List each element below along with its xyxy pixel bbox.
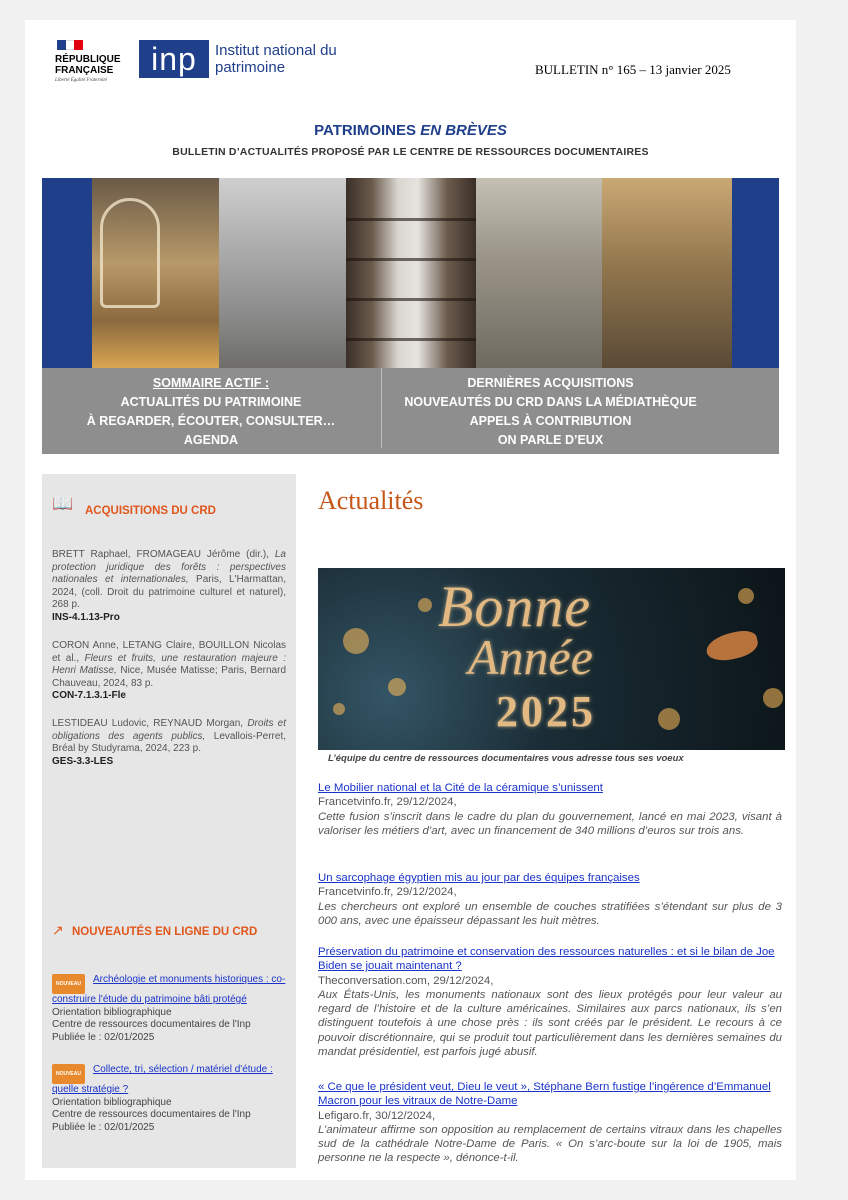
online-item-type: Orientation bibliographique: [52, 1006, 172, 1018]
bulletin-reference: BULLETIN n° 165 – 13 janvier 2025: [535, 62, 731, 77]
nav-link-regarder[interactable]: À REGARDER, ÉCOUTER, CONSULTER…: [86, 414, 336, 428]
title-main: PATRIMOINES: [314, 122, 421, 139]
republique-motto: Liberté Égalité Fraternité: [55, 78, 107, 83]
restoration-workshop-photo: [602, 178, 732, 368]
news-desc: Cette fusion s’inscrit dans le cadre du plan du gouvernement, lancé en mai 2023, visant à valoriser les métiers d’art, avec un financement de 340 millions d’euros sur trois ans.: [318, 810, 782, 837]
acq-details: Levallois-Perret, Bréal by Studyrama, 2024, 223 p.: [52, 730, 287, 755]
bird-ornament: [704, 628, 760, 664]
online-item-type: Orientation bibliographique: [52, 1096, 172, 1108]
title-emphasis: EN BRÈVES: [420, 122, 507, 139]
nav-link-actualites[interactable]: ACTUALITÉS DU PATRIMOINE: [120, 395, 302, 409]
nav-link-appels[interactable]: APPELS À CONTRIBUTION: [469, 414, 632, 428]
news-title-link[interactable]: « Ce que le président veut, Dieu le veut », Stéphane Bern fustige l’ingérence d’Emmanuel Macron pour les vitraux de Notre-Dame: [318, 1081, 771, 1108]
inp-name: Institut national du patrimoine: [215, 42, 337, 76]
acquisition-item: [52, 718, 286, 768]
online-item-date: Publiée le : 02/01/2025: [52, 1121, 155, 1133]
bulletin-subtitle: BULLETIN D’ACTUALITÉS PROPOSÉ PAR LE CENTRE DE RESSOURCES DOCUMENTAIRES: [172, 146, 649, 158]
acq-title: Fleurs et fruits, une restauration majeure : Henri Matisse,: [52, 652, 287, 677]
bulletin-title: [25, 122, 796, 139]
bulletin-page: [25, 20, 796, 1180]
republique-name: RÉPUBLIQUE FRANÇAISE: [55, 54, 121, 76]
summary-title: SOMMAIRE ACTIF :: [152, 376, 270, 390]
new-badge: NOUVEAU: [52, 1064, 85, 1084]
news-item: [318, 781, 782, 838]
acq-title: La protection juridique des forêts : perspectives nationales et internationales,: [52, 549, 286, 586]
book-icon: 📖: [52, 494, 74, 513]
news-title-link[interactable]: Préservation du patrimoine et conservation des ressources naturelles : et si le bilan de Joe Biden se jouait maintenant ?: [318, 946, 775, 973]
new-badge: NOUVEAU: [52, 974, 85, 994]
news-desc: L’animateur affirme son opposition au remplacement de certains vitraux dans les chapelles sud de la cathédrale Notre-Dame de Paris. « On s’arc-boute sur la loi de 1905, mais personne ne la respecte », dénonce-t-il.: [318, 1123, 782, 1165]
acq-details: Paris, L'Harmattan, 2024, (coll. Droit du patrimoine culturel et naturel), 268 p.: [52, 574, 286, 611]
online-heading: NOUVEAUTÉS EN LIGNE DU CRD: [72, 926, 258, 938]
acq-authors: CORON Anne, LETANG Claire, BOUILLON Nicolas et al.,: [52, 640, 286, 664]
summary-right: [381, 368, 719, 448]
acq-cote: INS-4.1.13-Pro: [52, 611, 120, 623]
sidebar: [42, 474, 296, 1168]
news-source: Francetvinfo.fr, 29/12/2024,: [318, 886, 457, 899]
acq-details: Nice, Musée Matisse; Paris, Bernard Chauveau, 2024, 83 p.: [52, 665, 287, 689]
news-item: [318, 945, 782, 1059]
museum-skeleton-photo: [92, 178, 219, 368]
online-item-date: Publiée le : 02/01/2025: [52, 1031, 155, 1043]
acquisitions-heading: ACQUISITIONS DU CRD: [85, 505, 216, 517]
french-flag-icon: [57, 40, 83, 50]
online-item: [52, 1064, 286, 1134]
online-item-link[interactable]: Collecte, tri, sélection / matériel d'étude : quelle stratégie ?: [52, 1064, 273, 1095]
republique-francaise-logo: [55, 40, 127, 84]
acq-cote: CON-7.1.3.1-Fle: [52, 690, 126, 702]
nav-link-on-parle[interactable]: ON PARLE D’EUX: [497, 433, 604, 447]
acq-authors: LESTIDEAU Ludovic, REYNAUD Morgan,: [52, 718, 244, 729]
archive-shelves-photo: [346, 178, 476, 368]
gothic-spire-photo: [476, 178, 602, 368]
news-title-link[interactable]: Le Mobilier national et la Cité de la céramique s’unissent: [318, 782, 603, 794]
arrow-up-right-icon: ↗: [52, 922, 64, 938]
hero-line-1: Bonne: [438, 574, 592, 639]
news-item: [318, 1080, 782, 1166]
acq-title: Droits et obligations des agents publics,: [52, 718, 287, 742]
summary-nav: [42, 368, 779, 454]
online-item: [52, 974, 286, 1044]
bonne-annee-image: [318, 568, 785, 750]
news-source: Lefigaro.fr, 30/12/2024,: [318, 1109, 436, 1122]
news-desc: Les chercheurs ont exploré un ensemble de couches stratifiées s’étendant sur plus de 3 000 ans, avec une épaisseur dépassant les huit mètres.: [318, 900, 782, 927]
nav-link-agenda[interactable]: AGENDA: [183, 433, 239, 447]
acq-authors: BRETT Raphael, FROMAGEAU Jérôme (dir.),: [52, 549, 269, 560]
news-source: Theconversation.com, 29/12/2024,: [318, 974, 494, 987]
actualites-heading: Actualités: [318, 486, 424, 515]
hero-year: 2025: [496, 687, 596, 736]
summary-left: [42, 374, 380, 450]
hero-line-2: Année: [468, 629, 593, 685]
news-source: Francetvinfo.fr, 29/12/2024,: [318, 796, 457, 809]
online-item-org: Centre de ressources documentaires de l'Inp: [52, 1019, 251, 1031]
online-item-link[interactable]: Archéologie et monuments historiques : co-construire l'étude du patrimoine bâti protégé: [52, 974, 286, 1005]
acq-cote: GES-3.3-LES: [52, 755, 114, 767]
photo-banner: [42, 178, 779, 368]
nav-link-acquisitions[interactable]: DERNIÈRES ACQUISITIONS: [467, 376, 634, 390]
news-desc: Aux États-Unis, les monuments nationaux sont des lieux protégés pour leur valeur au regard de l’histoire et de la culture américaines. Similaires aux parcs nationaux, ils s’en distinguent toutefois à une chose près : ils sont créés par le président. Le recours à ce pouvoir discrétionnaire, qui se produit tout particulièrement dans les dernières semaines du mandat présidentiel, est parfois jugé abusif.: [318, 988, 782, 1059]
image-caption: L’équipe du centre de ressources documentaires vous adresse tous ses voeux: [328, 753, 684, 764]
news-title-link[interactable]: Un sarcophage égyptien mis au jour par des équipes françaises: [318, 872, 640, 884]
nav-link-nouveautes[interactable]: NOUVEAUTÉS DU CRD DANS LA MÉDIATHÈQUE: [404, 395, 697, 409]
plaster-casts-photo: [219, 178, 346, 368]
news-item: [318, 871, 782, 928]
online-item-org: Centre de ressources documentaires de l'Inp: [52, 1109, 251, 1121]
acquisition-item: [52, 640, 286, 703]
acquisition-item: [52, 549, 286, 625]
inp-logo: inp: [139, 40, 209, 78]
